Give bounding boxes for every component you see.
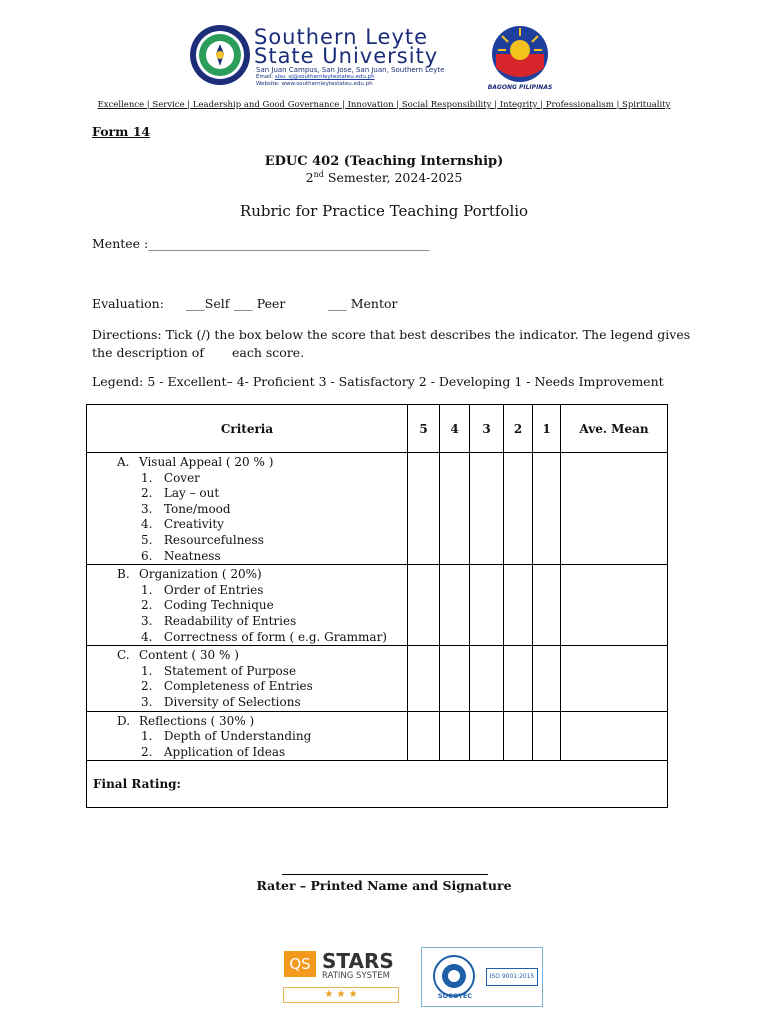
- course-title: EDUC 402 (Teaching Internship): [264, 154, 504, 169]
- criteria-item: 5. Resourcefulness: [141, 532, 264, 547]
- socotec-iso-badge: [421, 947, 543, 1007]
- score-cell-4[interactable]: [440, 453, 470, 565]
- directions-line2a: the description of: [92, 345, 204, 360]
- table-row: [87, 711, 668, 761]
- mentee-field[interactable]: Mentee :_____________________________________________: [92, 236, 430, 251]
- criteria-visual-appeal: [87, 453, 408, 565]
- score-cell-2[interactable]: [504, 711, 533, 761]
- score-cell-3[interactable]: [470, 453, 504, 565]
- score-cell-3[interactable]: [470, 711, 504, 761]
- iso-text: ISO 9001:2015: [486, 968, 538, 986]
- evaluation-self[interactable]: ___Self: [186, 296, 230, 311]
- form-number: Form 14: [92, 124, 151, 139]
- qs-stars-badge: [282, 949, 398, 1003]
- score-cell-1[interactable]: [533, 711, 561, 761]
- category-title: B. Organization ( 20%): [117, 567, 262, 582]
- evaluation-mentor[interactable]: ___ Mentor: [328, 296, 398, 311]
- criteria-item: 2. Completeness of Entries: [141, 679, 313, 694]
- header-score-1: 1: [533, 405, 561, 453]
- criteria-content: [87, 646, 408, 711]
- evaluation-peer[interactable]: ___ Peer: [234, 296, 286, 311]
- score-cell-3[interactable]: [470, 646, 504, 711]
- rubric-title: Rubric for Practice Teaching Portfolio: [239, 202, 529, 220]
- table-header-row: [87, 405, 668, 453]
- header-criteria: Criteria: [87, 405, 408, 453]
- score-cell-5[interactable]: [408, 711, 440, 761]
- directions-line1: Directions: Tick (/) the box below the score that best describes the indicator. The legend gives: [92, 327, 691, 342]
- semester-suffix: nd: [313, 170, 324, 179]
- criteria-item: 2. Lay – out: [141, 486, 220, 501]
- semester-number: 2: [305, 170, 314, 186]
- signature-label: Rater – Printed Name and Signature: [256, 878, 512, 893]
- evaluation-label: Evaluation:: [92, 296, 164, 311]
- university-name-line1: Southern Leyte: [254, 25, 429, 49]
- criteria-item: 1. Cover: [141, 470, 200, 485]
- category-title: C. Content ( 30 % ): [117, 648, 239, 663]
- stars-text: STARS: [322, 949, 394, 973]
- rating-stars: ★ ★ ★: [283, 987, 399, 1003]
- ave-mean-cell[interactable]: [561, 453, 668, 565]
- rating-system-text: RATING SYSTEM: [322, 971, 390, 981]
- header-score-2: 2: [504, 405, 533, 453]
- letterhead: [0, 0, 768, 100]
- email-link[interactable]: slsu_sj@southernleytestateu.edu.ph: [274, 74, 375, 80]
- header-ave-mean: Ave. Mean: [561, 405, 668, 453]
- criteria-item: 1. Depth of Understanding: [141, 729, 312, 744]
- semester-rest: Semester, 2024-2025: [323, 170, 463, 186]
- criteria-organization: [87, 565, 408, 646]
- score-cell-1[interactable]: [533, 453, 561, 565]
- criteria-item: 1. Statement of Purpose: [141, 663, 297, 678]
- rubric-table: [86, 404, 668, 808]
- category-title: A. Visual Appeal ( 20 % ): [117, 455, 274, 469]
- score-cell-5[interactable]: [408, 565, 440, 646]
- socotec-text: SOCOTEC: [437, 992, 473, 1000]
- header-score-5: 5: [408, 405, 440, 453]
- score-cell-3[interactable]: [470, 565, 504, 646]
- email-line: [256, 74, 375, 80]
- header-score-4: 4: [440, 405, 470, 453]
- email-label: Email:: [256, 74, 275, 80]
- criteria-item: 3. Readability of Entries: [141, 613, 297, 628]
- university-seal-icon: [189, 24, 251, 86]
- website-line: Website: www.southernleytestateu.edu.ph: [256, 81, 373, 87]
- score-cell-1[interactable]: [533, 646, 561, 711]
- table-row: [87, 565, 668, 646]
- score-cell-2[interactable]: [504, 453, 533, 565]
- ave-mean-cell[interactable]: [561, 646, 668, 711]
- bagong-pilipinas-logo-icon: [488, 24, 552, 84]
- ave-mean-cell[interactable]: [561, 711, 668, 761]
- criteria-item: 3. Diversity of Selections: [141, 694, 301, 709]
- signature-line[interactable]: [282, 874, 488, 875]
- score-cell-4[interactable]: [440, 711, 470, 761]
- final-rating-label[interactable]: Final Rating:: [87, 761, 668, 808]
- category-title: D. Reflections ( 30% ): [117, 713, 255, 728]
- campus-address: San Juan Campus, San Jose, San Juan, Southern Leyte: [256, 66, 445, 74]
- final-rating-row: [87, 761, 668, 808]
- university-name-line2: State University: [254, 44, 439, 68]
- score-cell-5[interactable]: [408, 453, 440, 565]
- criteria-item: 1. Order of Entries: [141, 582, 264, 597]
- bagong-pilipinas-text: BAGONG PILIPINAS: [487, 84, 553, 91]
- core-values: Excellence | Service | Leadership and Good Governance | Innovation | Social Responsibility | Integrity | Professionalism | Spirituality: [97, 100, 671, 110]
- criteria-item: 2. Application of Ideas: [141, 744, 286, 759]
- score-legend: Legend: 5 - Excellent– 4- Proficient 3 - Satisfactory 2 - Developing 1 - Needs Improvement: [92, 374, 664, 389]
- score-cell-4[interactable]: [440, 646, 470, 711]
- criteria-item: 2. Coding Technique: [141, 598, 274, 613]
- score-cell-4[interactable]: [440, 565, 470, 646]
- criteria-reflections: [87, 711, 408, 761]
- directions-line2b: each score.: [232, 345, 305, 360]
- criteria-item: 6. Neatness: [141, 548, 221, 563]
- score-cell-1[interactable]: [533, 565, 561, 646]
- criteria-item: 3. Tone/mood: [141, 501, 231, 516]
- criteria-item: 4. Correctness of form ( e.g. Grammar): [141, 629, 387, 644]
- score-cell-2[interactable]: [504, 646, 533, 711]
- score-cell-2[interactable]: [504, 565, 533, 646]
- criteria-item: 4. Creativity: [141, 517, 224, 532]
- header-score-3: 3: [470, 405, 504, 453]
- qs-logo-text: QS: [284, 951, 316, 977]
- semester: [0, 170, 768, 185]
- table-row: [87, 453, 668, 565]
- score-cell-5[interactable]: [408, 646, 440, 711]
- ave-mean-cell[interactable]: [561, 565, 668, 646]
- table-row: [87, 646, 668, 711]
